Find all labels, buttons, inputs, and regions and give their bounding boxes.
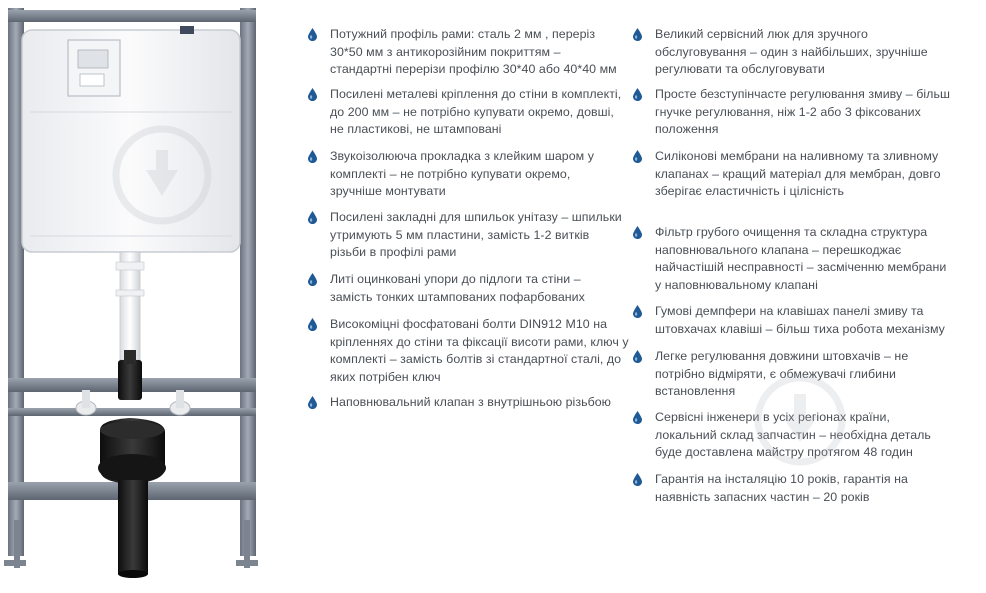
product-illustration bbox=[0, 0, 262, 593]
feature-item bbox=[308, 316, 629, 386]
feature-text: Фільтр грубого очищення та складна структура наповнювального клапана – перешкоджає найчастішій несправності – засміченню мембрани у наповнювальному клапані bbox=[655, 225, 947, 292]
feature-text: Великий сервісний люк для зручного обслуговування – один з найбільших, зручніше регулювати та обслуговувати bbox=[655, 27, 928, 76]
feature-item bbox=[308, 209, 622, 262]
water-drop-icon bbox=[633, 471, 655, 486]
water-drop-icon bbox=[633, 148, 655, 163]
water-drop-icon bbox=[633, 26, 655, 41]
water-drop-icon bbox=[308, 26, 330, 41]
water-drop-icon bbox=[633, 224, 655, 239]
feature-item bbox=[633, 26, 928, 79]
feature-text: Посилені металеві кріплення до стіни в комплекті, до 200 мм – не потрібно купувати окремо, довші, не пластикові, не штамповані bbox=[330, 87, 622, 136]
water-drop-icon bbox=[308, 86, 330, 101]
frame-top-bar bbox=[8, 10, 256, 22]
feature-text: Силіконові мембрани на наливному та зливному клапанах – кращий матеріал для мембран, довго зберігає еластичність і цілісність bbox=[655, 149, 941, 198]
installation-frame-image bbox=[0, 0, 262, 593]
feature-item bbox=[633, 224, 946, 294]
water-drop-icon bbox=[308, 271, 330, 286]
water-drop-icon bbox=[633, 86, 655, 101]
feature-item bbox=[633, 409, 931, 462]
water-drop-icon bbox=[633, 409, 655, 424]
feature-item bbox=[308, 394, 611, 412]
drain-pipe bbox=[118, 480, 148, 574]
feature-text: Гумові демпфери на клавішах панелі змиву та штовхачах клавіші – більш тиха робота механізму bbox=[655, 304, 945, 336]
feature-item bbox=[633, 303, 945, 338]
water-drop-icon bbox=[308, 316, 330, 331]
feature-text: Посилені закладні для шпильок унітазу – шпильки утримують 5 мм пластини, замість 1-2 витків різьби в профілі рами bbox=[330, 210, 622, 259]
feature-item bbox=[633, 471, 908, 506]
feature-text: Сервісні інженери в усіх регіонах країни, локальний склад запчастин – необхідна деталь буде доставлена майстру протягом 48 годин bbox=[655, 410, 931, 459]
frame-lower-bar bbox=[8, 408, 256, 416]
water-drop-icon bbox=[308, 209, 330, 224]
feature-item bbox=[633, 348, 908, 401]
feature-text: Звукоізолююча прокладка з клейким шаром у комплекті – не потрібно купувати окремо, зручніше монтувати bbox=[330, 149, 594, 198]
feature-text: Просте безступінчасте регулювання змиву – більш гнучке регулювання, ніж 1-2 або 3 фіксованих положення bbox=[655, 87, 950, 136]
feature-item bbox=[308, 148, 594, 201]
water-drop-icon bbox=[633, 348, 655, 363]
feature-item bbox=[308, 271, 585, 306]
feature-item bbox=[308, 86, 621, 139]
feature-text: Литі оцинковані упори до підлоги та стіни – замість тонких штампованих пофарбованих bbox=[330, 272, 585, 304]
feature-text: Високоміцні фосфатовані болти DIN912 M10 на кріпленнях до стіни та фіксації висоти рами, ключ у комплекті – замість болтів зі стандартної сталі, до яких потрібен ключ bbox=[330, 317, 629, 384]
feature-item bbox=[308, 26, 617, 79]
feature-text: Легке регулювання довжини штовхачів – не потрібно відміряти, є обмежувачі глибини встановлення bbox=[655, 349, 909, 398]
feature-text: Потужний профіль рами: сталь 2 мм , переріз 30*50 мм з антикорозійним покриттям – стандартні перерізи профілю 30*40 або 40*40 мм bbox=[330, 27, 617, 76]
frame-right-post bbox=[240, 8, 256, 556]
feature-text: Гарантія на інсталяцію 10 років, гарантія на наявність запасних частин – 20 років bbox=[655, 472, 908, 504]
water-drop-icon bbox=[633, 303, 655, 318]
water-drop-icon bbox=[308, 394, 330, 409]
feature-item bbox=[633, 86, 950, 139]
water-drop-icon bbox=[308, 148, 330, 163]
feature-item bbox=[633, 148, 941, 201]
feature-text: Наповнювальний клапан з внутрішньою різьбою bbox=[330, 395, 612, 409]
